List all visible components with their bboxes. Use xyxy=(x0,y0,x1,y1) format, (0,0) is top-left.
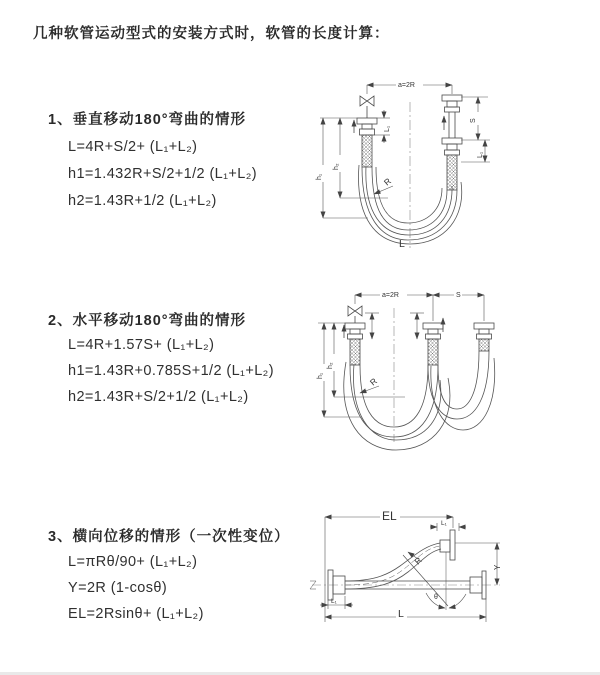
section-3-heading: 3、横向位移的情形（一次性变位） xyxy=(48,529,290,545)
dim-label-R: R xyxy=(412,555,424,567)
section-1-formula-h1: h1=1.432R+S/2+1/2 (L₁+L₂) xyxy=(68,166,258,182)
dim-label-theta: θ xyxy=(434,594,438,601)
dim-label-h1: h₁ xyxy=(316,173,323,180)
diagram-horizontal-180-bend xyxy=(310,280,600,470)
section-2-formula-h1: h1=1.43R+0.785S+1/2 (L₁+L₂) xyxy=(68,363,274,379)
section-2-heading: 2、水平移动180°弯曲的情形 xyxy=(48,313,247,329)
dim-label-L: L xyxy=(398,608,404,620)
radius-leader xyxy=(360,386,379,393)
dim-label-L1-left: L₁ xyxy=(384,125,391,132)
dim-label-EL: EL xyxy=(382,509,397,523)
section-3-formula-Y: Y=2R (1-cosθ) xyxy=(68,580,168,596)
dim-label-L: L xyxy=(399,238,405,250)
dim-label-Y: Y xyxy=(493,564,502,570)
theta-arc-right xyxy=(449,594,466,608)
radius-construction-line xyxy=(403,555,448,606)
dim-label-L1-top: L₁ xyxy=(441,520,447,527)
dim-label-R: R xyxy=(367,375,379,388)
dim-label-L1-bottom: L₁ xyxy=(331,598,337,605)
left-pipe-fitting xyxy=(345,323,365,365)
section-3-formula-EL: EL=2Rsinθ+ (L₁+L₂) xyxy=(68,606,204,622)
right-pipe-fitting xyxy=(442,95,462,190)
dim-label-a2R: a=2R xyxy=(382,292,399,299)
upper-flange-displaced xyxy=(440,530,455,560)
dim-label-L1-right: L₁ xyxy=(477,151,484,158)
dim-label-h2: h₂ xyxy=(327,362,334,369)
dim-label-S: S xyxy=(470,118,477,123)
radius-leader xyxy=(374,186,393,194)
section-2-formula-L: L=4R+1.57S+ (L₁+L₂) xyxy=(68,337,215,353)
section-1-formula-h2: h2=1.43R+1/2 (L₁+L₂) xyxy=(68,193,217,209)
dim-label-R: R xyxy=(381,175,393,188)
dim-label-h1: h₁ xyxy=(317,372,324,379)
section-3-formula-L: L=πRθ/90+ (L₁+L₂) xyxy=(68,554,198,570)
dim-label-h2: h₂ xyxy=(333,163,340,170)
diagram-lateral-displacement xyxy=(300,500,600,675)
valve-icon xyxy=(360,96,374,118)
diagram-vertical-180-bend xyxy=(310,70,600,260)
section-2-formula-h2: h2=1.43R+S/2+1/2 (L₁+L₂) xyxy=(68,389,249,405)
valve-icon xyxy=(348,306,362,323)
right-pipe-fitting xyxy=(474,323,494,351)
section-1-formula-L: L=4R+S/2+ (L₁+L₂) xyxy=(68,139,198,155)
left-pipe-fitting xyxy=(357,118,377,167)
dim-label-S: S xyxy=(456,292,461,299)
hose-curves xyxy=(344,351,495,450)
page-title: 几种软管运动型式的安装方式时，软管的长度计算： xyxy=(33,26,390,42)
section-1-heading: 1、垂直移动180°弯曲的情形 xyxy=(48,112,247,128)
dim-label-a2R: a=2R xyxy=(398,82,415,89)
middle-pipe-fitting xyxy=(423,323,443,365)
